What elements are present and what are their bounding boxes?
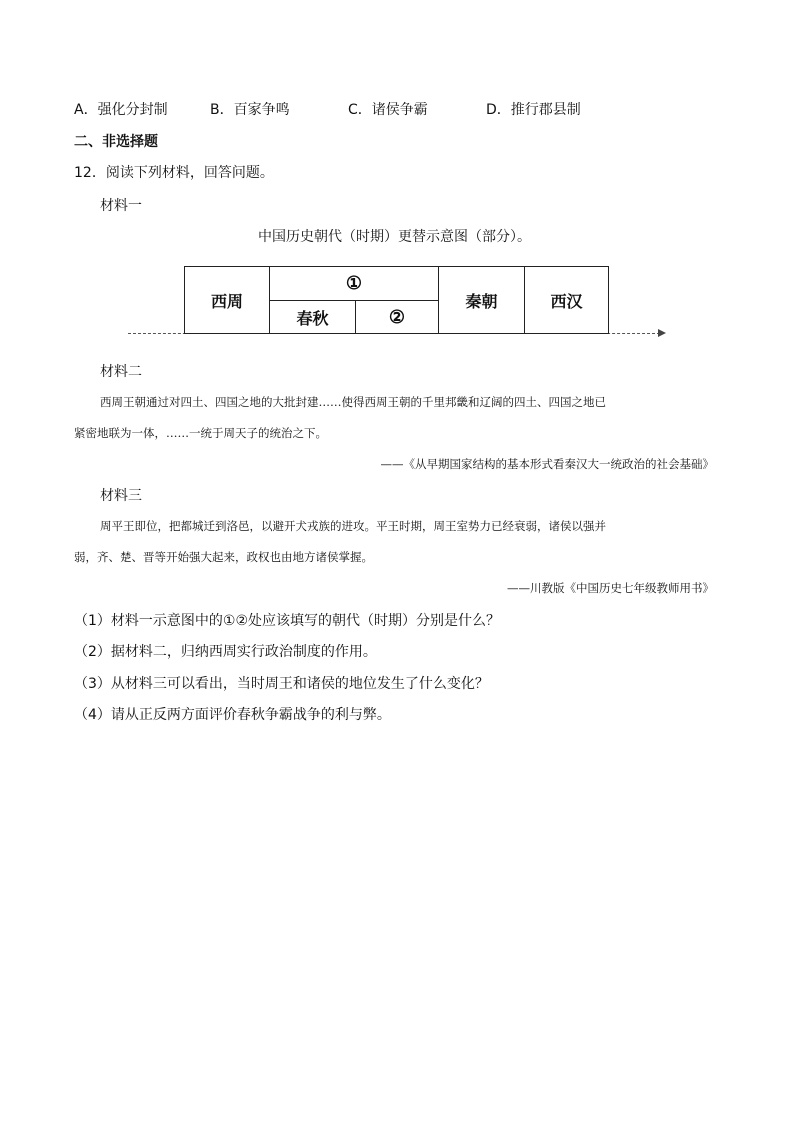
cell-blank2: ② — [355, 300, 439, 334]
dynasty-diagram — [184, 266, 609, 334]
sub-question-3: （3）从材料三可以看出，当时周王和诸侯的地位发生了什么变化？ — [74, 676, 489, 692]
material1-label: 材料一 — [100, 198, 142, 214]
material3-label: 材料三 — [100, 488, 142, 504]
section-title: 二、非选择题 — [74, 134, 158, 150]
material3-source: ——川教版《中国历史七年级教师用书》 — [507, 581, 714, 595]
option-d: D．推行郡县制 — [486, 102, 581, 118]
diagram-title: 中国历史朝代（时期）更替示意图（部分）。 — [258, 229, 531, 245]
cell-qin: 秦朝 — [438, 266, 525, 334]
cell-xihan: 西汉 — [524, 266, 609, 334]
option-a: A．强化分封制 — [74, 102, 168, 118]
sub-question-1: （1）材料一示意图中的①②处应该填写的朝代（时期）分别是什么？ — [74, 613, 501, 629]
option-b: B．百家争鸣 — [210, 102, 290, 118]
sub-question-4: （4）请从正反两方面评价春秋争霸战争的利与弊。 — [74, 707, 391, 723]
material2-line2: 紧密地联为一体，……一统于周天子的统治之下。 — [74, 426, 327, 440]
question-stem: 12．阅读下列材料，回答问题。 — [74, 165, 274, 181]
material3-line2: 弱，齐、楚、晋等开始强大起来，政权也由地方诸侯掌握。 — [74, 550, 373, 564]
sub-question-2: （2）据材料二，归纳西周实行政治制度的作用。 — [74, 644, 377, 660]
cell-xizhou: 西周 — [184, 266, 270, 334]
option-c: C．诸侯争霸 — [348, 102, 428, 118]
timeline-arrow-head-icon — [658, 329, 666, 337]
material2-source: ——《从早期国家结构的基本形式看秦汉大一统政治的社会基础》 — [380, 457, 714, 471]
cell-chunqiu: 春秋 — [269, 300, 356, 334]
material2-line1: 西周王朝通过对四土、四国之地的大批封建……使得西周王朝的千里邦畿和辽阔的四土、四国之地已 — [100, 395, 606, 409]
material2-label: 材料二 — [100, 364, 142, 380]
cell-blank1: ① — [269, 266, 439, 301]
material3-line1: 周平王即位，把都城迁到洛邑，以避开犬戎族的进攻。平王时期，周王室势力已经衰弱，诸侯以强并 — [100, 519, 606, 533]
